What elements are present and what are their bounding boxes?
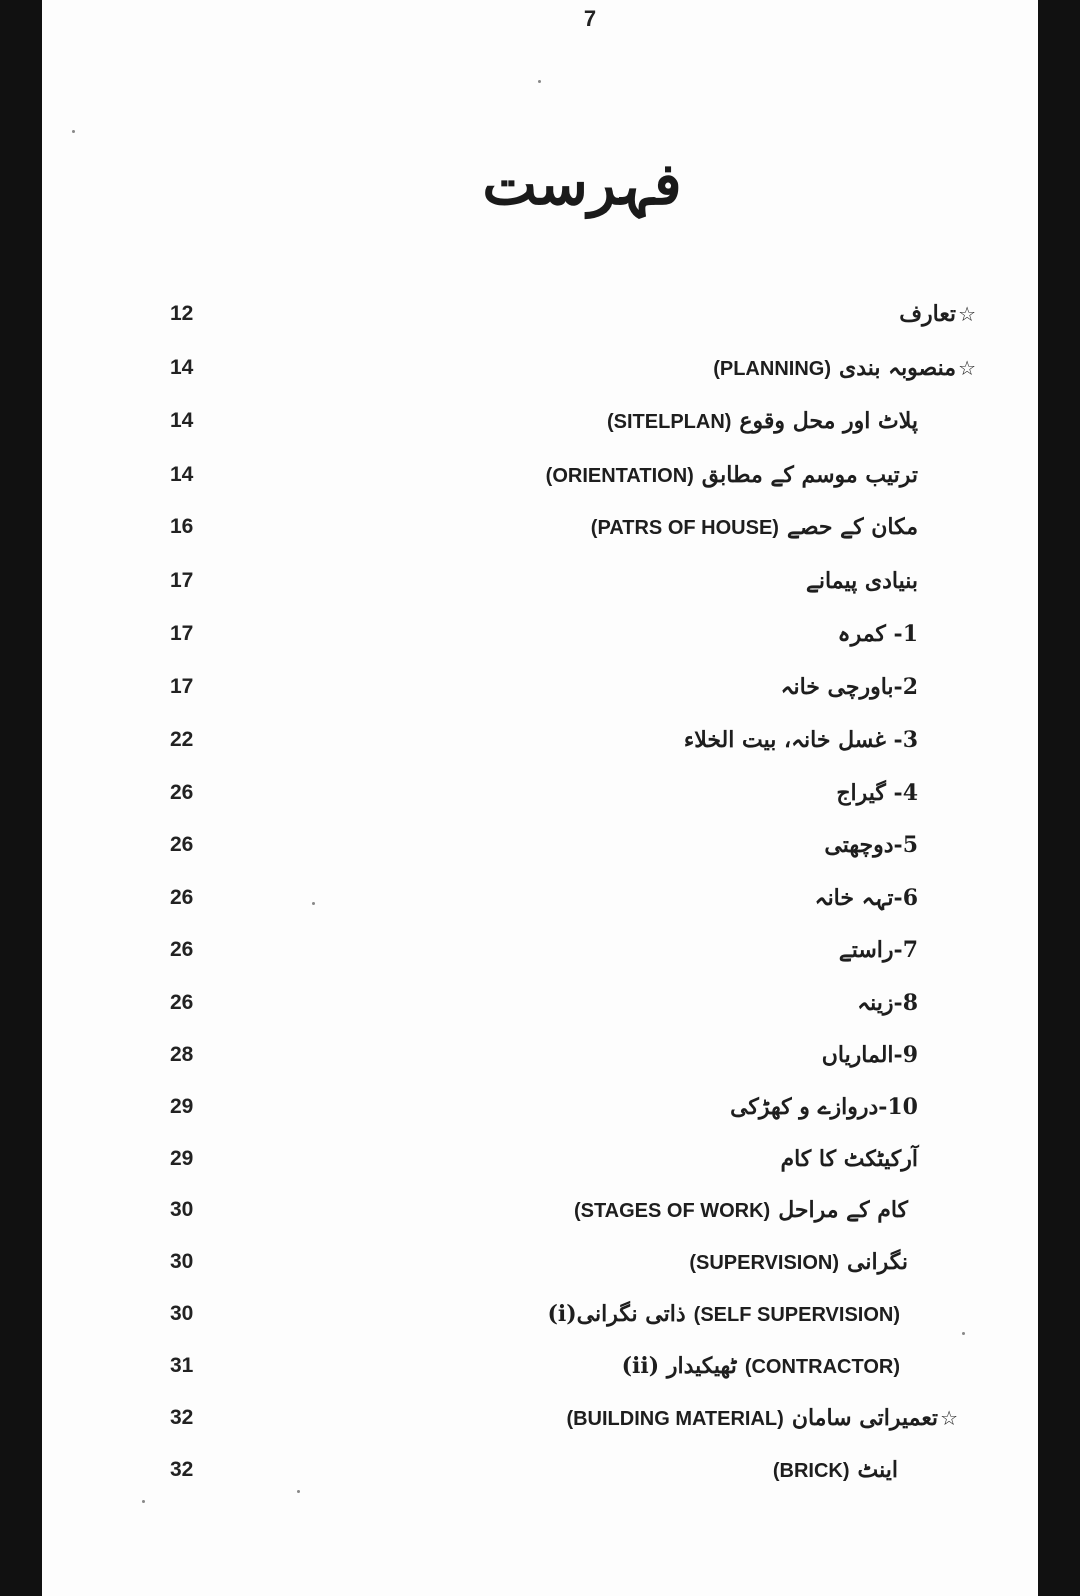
toc-entry-urdu-title: 6-تہہ خانہ	[814, 885, 918, 911]
toc-entry-urdu-title: 1- کمرہ	[837, 621, 918, 647]
toc-entry-label	[806, 561, 918, 601]
toc-entry-page-number: 29	[170, 1147, 194, 1170]
toc-entry-label	[558, 1398, 958, 1439]
toc-entry-label	[599, 401, 918, 442]
toc-entry-page-number: 26	[170, 991, 194, 1014]
toc-entry[interactable]	[42, 1294, 1038, 1334]
document-page	[42, 0, 1038, 1596]
toc-entry-urdu-title: 9-الماریاں	[821, 1042, 918, 1068]
star-icon: ☆	[958, 302, 976, 326]
toc-entry[interactable]	[42, 455, 1038, 495]
toc-entry-page-number: 14	[170, 356, 194, 379]
toc-entry-urdu-title: 8-زینہ	[857, 990, 918, 1016]
scan-speck	[72, 130, 75, 133]
toc-entry-urdu-title: ترتیب موسم کے مطابق	[701, 462, 918, 488]
toc-entry-label	[839, 930, 918, 970]
toc-entry-urdu-title: نگرانی	[847, 1249, 908, 1275]
toc-entry-page-number: 17	[170, 675, 194, 698]
toc-entry-english-title: (SITELPLAN)	[606, 411, 732, 433]
scan-speck	[962, 1332, 965, 1335]
toc-entry-label	[765, 1450, 898, 1491]
toc-entry[interactable]	[42, 720, 1038, 760]
toc-entry-urdu-title: کام کے مراحل	[778, 1197, 908, 1223]
toc-entry-page-number: 32	[170, 1458, 194, 1481]
toc-entry[interactable]	[42, 1087, 1038, 1127]
toc-entry-urdu-title: پلاٹ اور محل وقوع	[739, 408, 918, 434]
toc-entry-label	[857, 983, 918, 1023]
toc-entry-page-number: 22	[170, 728, 194, 751]
page-number: 7	[583, 6, 597, 31]
toc-entry-label	[815, 878, 918, 918]
toc-entry-label	[684, 720, 918, 760]
toc-entry[interactable]	[42, 983, 1038, 1023]
toc-entry-label	[780, 1139, 918, 1179]
toc-entry-english-title: (CONTRACTOR)	[744, 1356, 900, 1378]
toc-entry[interactable]	[42, 1035, 1038, 1075]
toc-entry-page-number: 30	[170, 1198, 194, 1221]
toc-entry-page-number: 17	[170, 622, 194, 645]
toc-entry-page-number: 26	[170, 938, 194, 961]
toc-entry-english-title: (SELF SUPERVISION)	[693, 1304, 900, 1326]
toc-entry-urdu-title: (i)ذاتی نگرانی	[547, 1301, 686, 1327]
toc-entry-page-number: 32	[170, 1406, 194, 1429]
scan-speck	[312, 902, 315, 905]
toc-entry-urdu-title: اینٹ	[857, 1457, 898, 1483]
toc-entry[interactable]	[42, 1190, 1038, 1230]
toc-entry-urdu-title: 7-راستے	[838, 937, 918, 963]
toc-entry[interactable]	[42, 1450, 1038, 1490]
toc-entry-page-number: 14	[170, 409, 194, 432]
toc-entry-urdu-title: تعارف	[899, 301, 957, 327]
toc-entry-urdu-title: 10-دروازے و کھڑکی	[730, 1094, 918, 1120]
toc-entry[interactable]	[42, 1398, 1038, 1438]
toc-entry-english-title: (PLANNING)	[713, 358, 831, 380]
toc-entry-page-number: 30	[170, 1302, 194, 1325]
toc-entry-page-number: 14	[170, 463, 194, 486]
toc-entry-urdu-title: (ii) ٹھیکیدار	[621, 1353, 737, 1379]
toc-entry-urdu-title: 2-باورچی خانہ	[780, 674, 918, 700]
toc-entry[interactable]	[42, 614, 1038, 654]
toc-entry-label	[838, 614, 918, 654]
toc-entry-urdu-title: تعمیراتی سامان	[791, 1405, 939, 1431]
toc-entry-english-title: (ORIENTATION)	[545, 465, 694, 487]
toc-entry[interactable]	[42, 1242, 1038, 1282]
toc-entry-label	[547, 1294, 908, 1335]
toc-entry[interactable]	[42, 1346, 1038, 1386]
toc-entry-page-number: 30	[170, 1250, 194, 1273]
toc-entry[interactable]	[42, 878, 1038, 918]
toc-entry[interactable]	[42, 561, 1038, 601]
scan-speck	[142, 1500, 145, 1503]
toc-entry-label	[622, 1346, 908, 1387]
toc-entry-page-number: 26	[170, 833, 194, 856]
toc-entry-urdu-title: آرکیٹکٹ کا کام	[780, 1146, 918, 1172]
toc-entry-urdu-title: منصوبہ بندی	[838, 355, 957, 381]
toc-entry[interactable]	[42, 294, 1038, 334]
toc-entry-english-title: (BRICK)	[772, 1460, 850, 1482]
toc-entry-label	[822, 1035, 918, 1075]
toc-entry-urdu-title: 3- غسل خانہ، بیت الخلاء	[683, 727, 918, 753]
toc-entry-english-title: (STAGES OF WORK)	[573, 1200, 771, 1222]
star-icon: ☆	[940, 1406, 958, 1430]
toc-entry-page-number: 28	[170, 1043, 194, 1066]
toc-entry-page-number: 17	[170, 569, 194, 592]
toc-entry[interactable]	[42, 1139, 1038, 1179]
toc-entry[interactable]	[42, 507, 1038, 547]
page-title: فہرست	[482, 150, 682, 218]
toc-entry-label	[899, 294, 976, 334]
toc-entry[interactable]	[42, 773, 1038, 813]
toc-entry-english-title: (BUILDING MATERIAL)	[566, 1408, 784, 1430]
toc-entry[interactable]	[42, 401, 1038, 441]
toc-entry-label	[781, 667, 918, 707]
toc-entry-label	[824, 825, 918, 865]
toc-entry-page-number: 29	[170, 1095, 194, 1118]
toc-entry[interactable]	[42, 667, 1038, 707]
toc-entry-english-title: (PATRS OF HOUSE)	[590, 517, 779, 539]
toc-entry-label	[538, 455, 918, 496]
toc-entry-label	[836, 773, 918, 813]
scan-speck	[538, 80, 541, 83]
star-icon: ☆	[958, 356, 976, 380]
toc-entry-label	[705, 348, 976, 389]
toc-entry-urdu-title: 4- گیراج	[836, 780, 918, 806]
toc-entry-urdu-title: 5-دوچھتی	[824, 832, 918, 858]
toc-entry-page-number: 12	[170, 302, 194, 325]
toc-entry-page-number: 16	[170, 515, 194, 538]
toc-entry-english-title: (SUPERVISION)	[689, 1252, 840, 1274]
toc-entry[interactable]	[42, 348, 1038, 388]
toc-entry-label	[566, 1190, 908, 1231]
toc-entry-page-number: 26	[170, 886, 194, 909]
toc-entry-label	[730, 1087, 918, 1127]
toc-entry[interactable]	[42, 825, 1038, 865]
toc-entry-urdu-title: بنیادی پیمانے	[806, 568, 918, 594]
toc-entry-label	[681, 1242, 908, 1283]
toc-entry[interactable]	[42, 930, 1038, 970]
scan-speck	[297, 1490, 300, 1493]
toc-entry-page-number: 31	[170, 1354, 194, 1377]
toc-entry-page-number: 26	[170, 781, 194, 804]
toc-entry-label	[583, 507, 918, 548]
toc-entry-urdu-title: مکان کے حصے	[786, 514, 918, 540]
